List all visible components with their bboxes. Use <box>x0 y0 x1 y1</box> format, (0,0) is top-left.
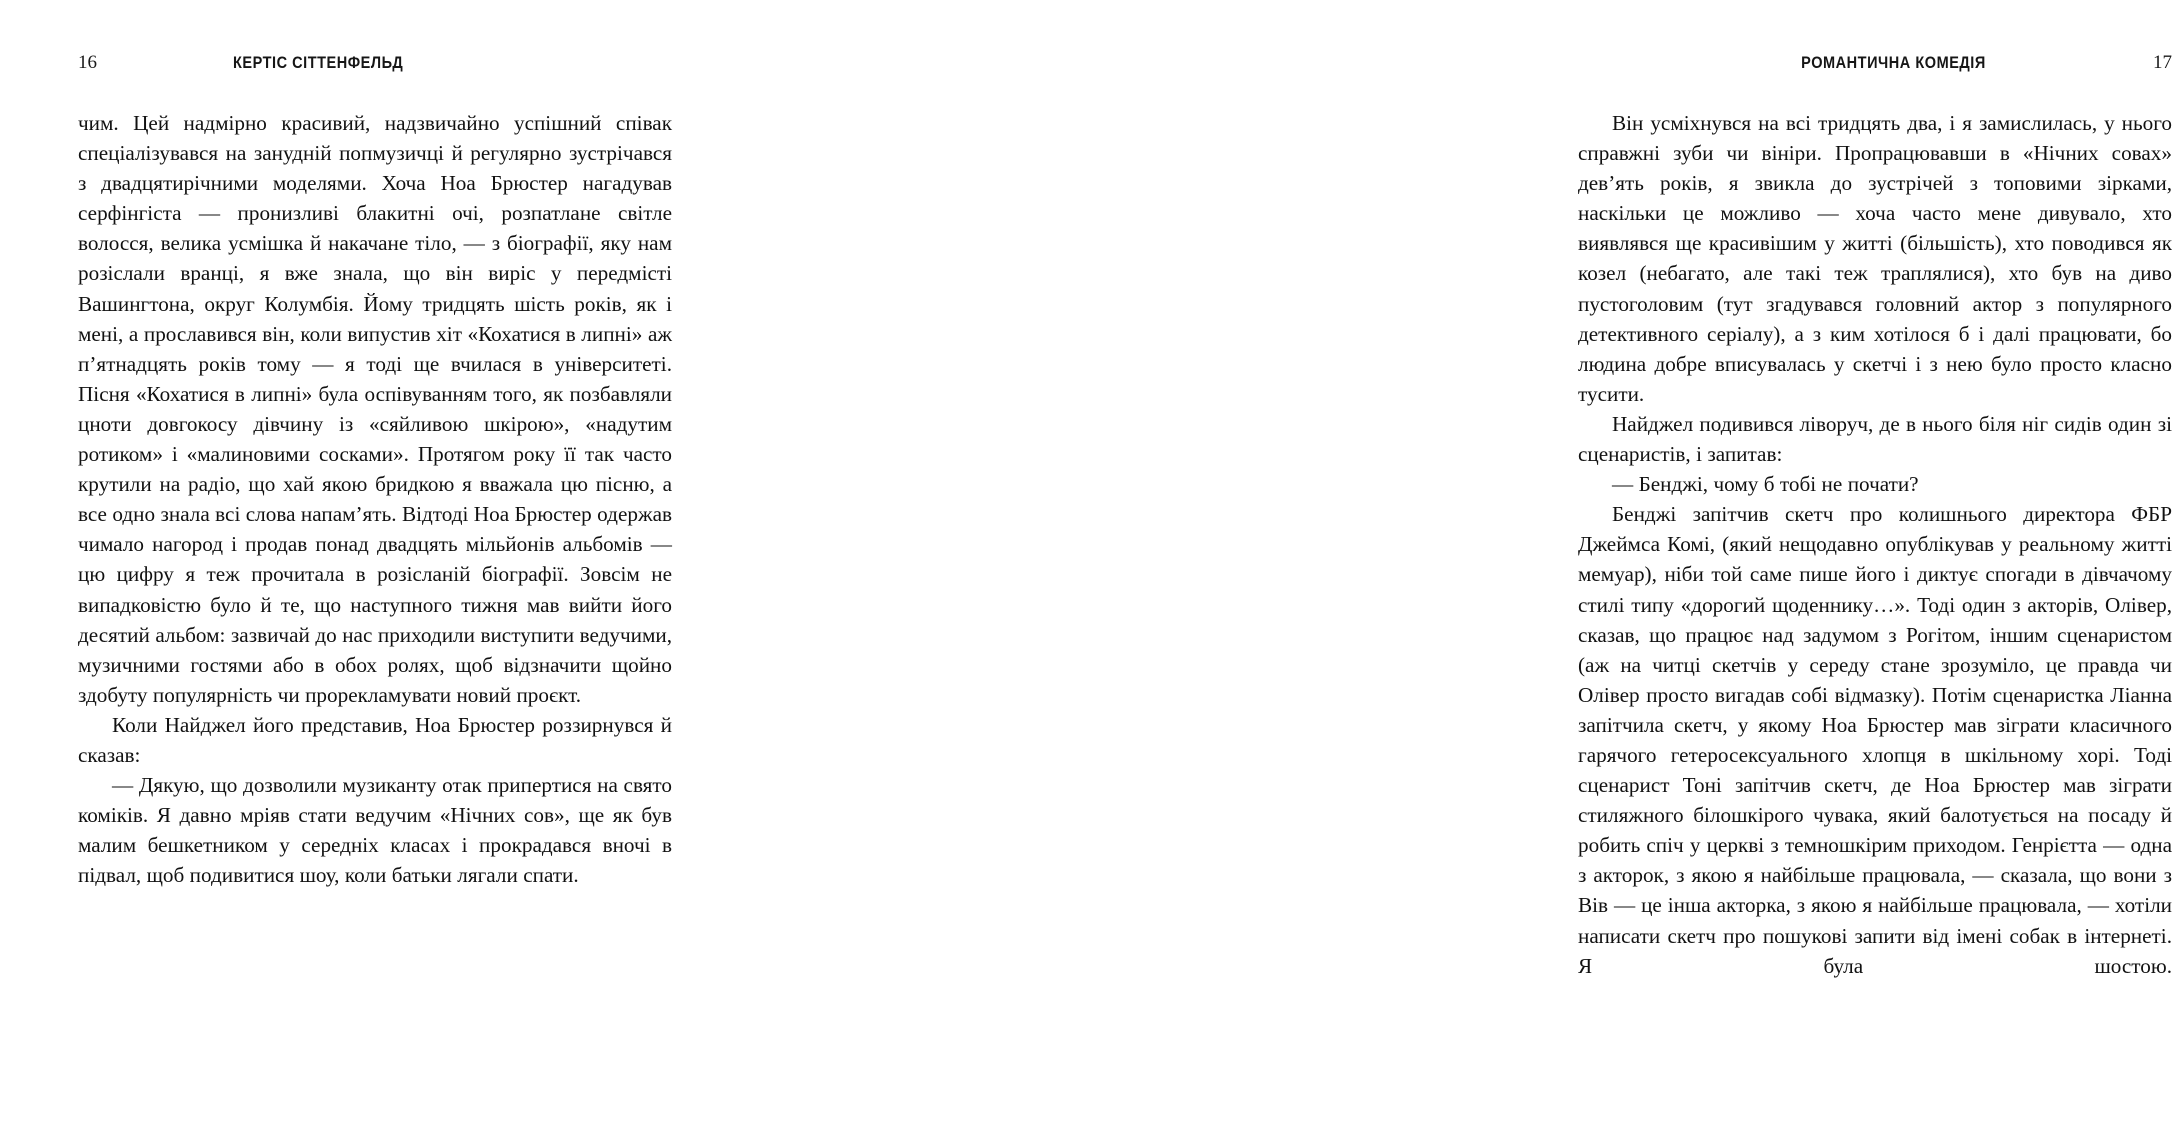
running-head-left <box>78 52 672 78</box>
running-head-right <box>1578 52 2172 78</box>
folio-left: 16 <box>78 52 97 73</box>
paragraph: чим. Цей надмірно красивий, надзвичайно успішний співак спеціалізувався на занудній попмузичці й регулярно зустрічався з двадцятирічними моделями. Хоча Ноа Брюстер нагадував серфінгіста — пронизливі блакитні очі, розпатлане світле волосся, велика усмішка й накачане тіло, — з біографії, яку нам розіслали вранці, я вже знала, що він виріс у передмісті Вашингтона, округ Колумбія. Йому тридцять шість років, як і мені, а прославився він, коли випустив хіт «Кохатися в липні» аж п’ятнадцять років тому — я тоді ще вчилася в університеті. Пісня «Кохатися в липні» була оспівуванням того, як позбавляли цноти довгокосу дівчину із «сяйливою шкірою», «надутим ротиком» і «малиновими сосками». Протягом року її так часто крутили на радіо, що хай якою бридкою я вважала цю пісню, а все одно знала всі слова напам’ять. Відтоді Ноа Брюстер одержав чимало нагород і продав понад двадцять мільйонів альбомів — цю цифру я теж прочитала в розісланій біографії. Зовсім не випадковістю було й те, що наступного тижня мав вийти його десятий альбом: зазвичай до нас приходили виступити ведучими, музичними гостями або в обох ролях, щоб відзначити щойно здобуту популярність чи прорекламувати новий проєкт. <box>78 111 672 707</box>
folio-right: 17 <box>2153 52 2172 73</box>
paragraph: — Дякую, що дозволили музиканту отак припертися на свято коміків. Я давно мріяв стати ведучим «Нічних сов», ще як був малим бешкетником у середніх класах і прокрадався вночі в підвал, щоб подивитися шоу, коли батьки лягали спати. <box>78 773 672 888</box>
paragraph: Він усміхнувся на всі тридцять два, і я замислилась, у нього справжні зуби чи вініри. Пропрацювавши в «Нічних совах» дев’ять років, я звикла до зустрічей з топовими зірками, наскільки це можливо — хоча часто мене дивувало, хто виявлявся ще красивішим у житті (більшість), хто поводився як козел (небагато, але такі теж траплялися), хто був на диво пустоголовим (тут згадувався головний актор з популярного детективного серіалу), а з ким хотілося б і далі працювати, бо людина добре вписувалась у скетчі і з нею було просто класно тусити. <box>1578 111 2172 406</box>
body-text-left <box>78 108 672 890</box>
paragraph: Бенджі запітчив скетч про колишнього директора ФБР Джеймса Комі, (який нещодавно опублікував у реальному житті мемуар), ніби той саме пише його і диктує спогади в дівчачому стилі типу «дорогий щоденнику…». Тоді один з акторів, Олівер, сказав, що працює над задумом з Рогітом, іншим сценаристом (аж на читці скетчів у середу стане зрозуміло, це правда чи Олівер просто вигадав собі відмазку). Потім сценаристка Ліанна запітчила скетч, у якому Ноа Брюстер мав зіграти класичного гарячого гетеросексуального хлопця в шкільному хорі. Тоді сценарист Тоні запітчив скетч, де Ноа Брюстер мав зіграти стиляжного білошкірого чувака, який балотується на посаду й робить спіч у церкві з темношкірим приходом. Генрієтта — одна з акторок, з якою я найбільше працювала, — сказала, що вони з Вів — це інша акторка, з якою я найбільше працювала, — хотіли написати скетч про пошукові запити від імені собак в інтернеті. Я була шостою. <box>1578 502 2172 978</box>
running-head-title-right: РОМАНТИЧНА КОМЕДІЯ <box>1801 54 1986 72</box>
body-text-right <box>1578 108 2172 981</box>
paragraph: — Бенджі, чому б тобі не почати? <box>1612 472 1919 497</box>
running-head-title-left: КЕРТІС СІТТЕНФЕЛЬД <box>233 54 404 72</box>
paragraph: Коли Найджел його представив, Ноа Брюстер роззирнувся й сказав: <box>78 712 672 767</box>
paragraph: Найджел подивився ліворуч, де в нього біля ніг сидів один зі сценаристів, і запитав: <box>1578 411 2172 467</box>
page-left <box>0 0 750 1125</box>
page-right <box>750 0 2172 1125</box>
